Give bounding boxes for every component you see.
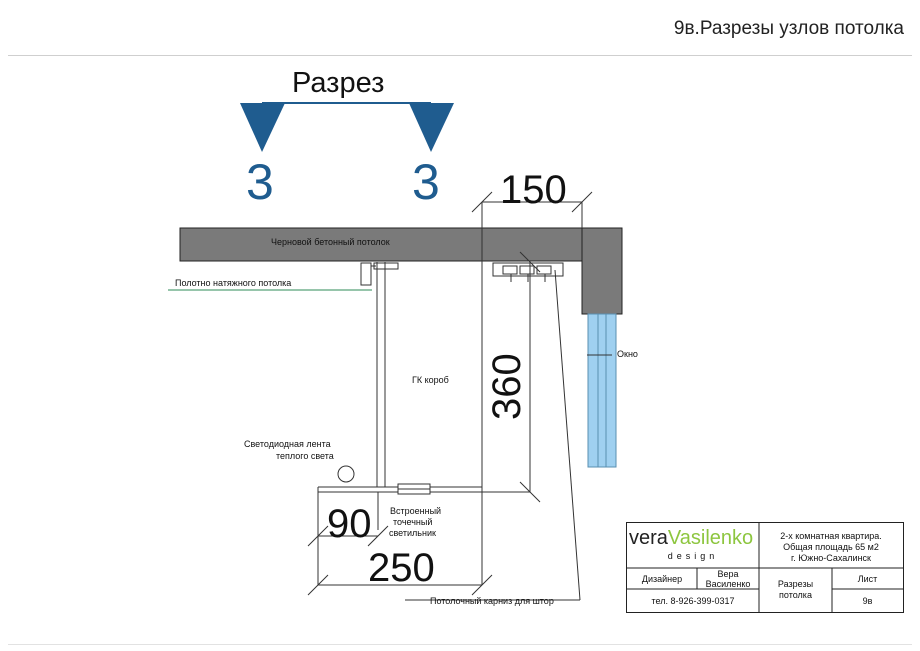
sheet-name-line1: Разрезы	[777, 579, 814, 589]
logo-sub: design	[667, 551, 719, 561]
concrete-wall	[582, 228, 622, 314]
sheet-number: 9в	[862, 596, 873, 606]
stretch-ceiling-label: Полотно натяжного потолка	[175, 278, 292, 288]
section-number-right: 3	[412, 154, 440, 210]
logo	[629, 527, 757, 549]
led-strip-label-line2: теплого света	[276, 451, 334, 461]
section-label: Разрез	[292, 67, 385, 99]
designer-line1: Вера	[717, 569, 739, 579]
project-line2: Общая площадь 65 м2	[783, 542, 879, 552]
concrete-ceiling-slab	[180, 228, 622, 261]
curtain-cornice-label: Потолочный карниз для штор	[430, 596, 554, 606]
cornice-leader	[555, 270, 580, 600]
dimension-360: 360	[485, 353, 529, 420]
phone: тел. 8-926-399-0317	[651, 596, 735, 606]
designer-line2: Василенко	[705, 579, 751, 589]
ceiling-profile	[361, 263, 371, 285]
gk-box-label: ГК короб	[412, 375, 449, 385]
project-line3: г. Южно-Сахалинск	[791, 553, 871, 563]
spotlight-label-line1: Встроенный	[390, 506, 442, 516]
role-label: Дизайнер	[641, 574, 683, 584]
spotlight-label-line2: точечный	[393, 517, 433, 527]
led-strip-label-line1: Светодиодная лента	[244, 439, 331, 449]
sheet-label: Лист	[857, 574, 878, 584]
concrete-ceiling-label: Черновой бетонный потолок	[271, 237, 390, 247]
page-title: 9в.Разрезы узлов потолка	[673, 18, 904, 39]
window-label: Окно	[617, 349, 638, 359]
section-marker-right-triangle	[409, 103, 454, 152]
logo-part2: Vasilenko	[667, 527, 754, 549]
led-strip-symbol	[338, 466, 354, 482]
logo-part1: vera	[629, 527, 668, 549]
project-line1: 2-х комнатная квартира.	[780, 531, 882, 541]
section-marker-left-triangle	[240, 103, 285, 152]
ceiling-profile-bracket	[374, 263, 398, 269]
section-number-left: 3	[246, 154, 274, 210]
dimension-150: 150	[500, 168, 567, 212]
dimension-250: 250	[368, 546, 435, 590]
window-glass	[588, 314, 616, 467]
sheet-name-line2: потолка	[779, 590, 812, 600]
dimension-90: 90	[327, 502, 372, 546]
title-block	[626, 522, 904, 613]
spotlight-label-line3: светильник	[389, 528, 436, 538]
